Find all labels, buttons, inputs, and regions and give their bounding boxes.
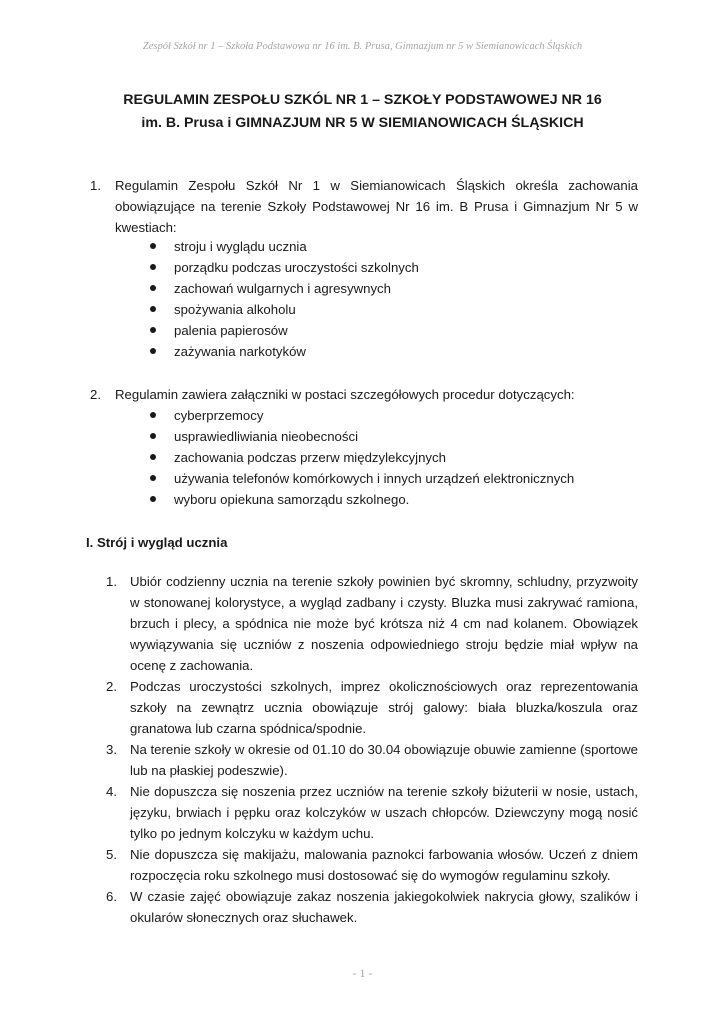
intro-point-2 [90, 384, 638, 405]
rule-text: W czasie zajęć obowiązuje zakaz noszenia jakiegokolwiek nakrycia głowy, szalików i okularów słonecznych oraz słuchawek. [130, 889, 638, 925]
list-item: palenia papierosów [150, 320, 419, 341]
intro-point-number: 2. [90, 387, 101, 402]
section-heading: I. Strój i wygląd ucznia [86, 535, 228, 550]
list-item: zachowania podczas przerw międzylekcyjnych [150, 447, 574, 468]
intro-point-text: Regulamin zawiera załączniki w postaci szczegółowych procedur dotyczących: [115, 387, 575, 402]
document-title [0, 89, 725, 135]
bullet-icon [150, 264, 156, 270]
list-item: cyberprzemocy [150, 405, 574, 426]
bullet-icon [150, 454, 156, 460]
rule-text: Nie dopuszcza się noszenia przez uczniów na terenie szkoły biżuterii w nosie, ustach, języku, brwiach i pępku oraz kolczyków w uszach chłopców. Dziewczyny mogą nosić tylko po jednym kolczyku w każdym uchu. [130, 784, 638, 841]
list-item: porządku podczas uroczystości szkolnych [150, 257, 419, 278]
page-number: - 1 - [352, 966, 373, 980]
title-line-1: REGULAMIN ZESPOŁU SZKÓL NR 1 – SZKOŁY PODSTAWOWEJ NR 16 [123, 92, 602, 108]
bullet-icon [150, 327, 156, 333]
bullet-icon [150, 348, 156, 354]
bullet-icon [150, 306, 156, 312]
rule-number: 1. [106, 574, 117, 589]
bullet-icon [150, 243, 156, 249]
list-item [106, 571, 638, 676]
title-line-2: im. B. Prusa i GIMNAZJUM NR 5 W SIEMIANOWICACH ŚLĄSKICH [141, 115, 584, 131]
intro-point-number: 1. [90, 178, 101, 193]
rule-number: 3. [106, 742, 117, 757]
intro-point-text: Regulamin Zespołu Szkół Nr 1 w Siemianowicach Śląskich określa zachowania obowiązujące na terenie Szkoły Podstawowej Nr 16 im. B Prusa i Gimnazjum Nr 5 w kwestiach: [115, 178, 638, 235]
list-item: zażywania narkotyków [150, 341, 419, 362]
list-item: zachowań wulgarnych i agresywnych [150, 278, 419, 299]
list-item: wyboru opiekuna samorządu szkolnego. [150, 489, 574, 510]
list-item: używania telefonów komórkowych i innych urządzeń elektronicznych [150, 468, 574, 489]
bullet-icon [150, 496, 156, 502]
bullet-icon [150, 433, 156, 439]
rule-number: 4. [106, 784, 117, 799]
intro-1-bullet-list [150, 236, 419, 362]
bullet-icon [150, 285, 156, 291]
page-header: Zespół Szkół nr 1 – Szkoła Podstawowa nr 16 im. B. Prusa, Gimnazjum nr 5 w Siemianowicach Śląskich [142, 41, 583, 52]
list-item: stroju i wyglądu ucznia [150, 236, 419, 257]
list-item: usprawiedliwiania nieobecności [150, 426, 574, 447]
rule-text: Na terenie szkoły w okresie od 01.10 do 30.04 obowiązuje obuwie zamienne (sportowe lub na płaskiej podeszwie). [130, 742, 639, 778]
list-item [106, 676, 638, 739]
rule-number: 6. [106, 889, 117, 904]
rule-text: Nie dopuszcza się makijażu, malowania paznokci farbowania włosów. Uczeń z dniem rozpoczęcia roku szkolnego musi dostosować się do wymogów regulaminu szkoły. [130, 847, 638, 883]
intro-2-bullet-list [150, 405, 574, 510]
section-rules-list [106, 571, 638, 928]
list-item [106, 739, 638, 781]
list-item [106, 844, 638, 886]
bullet-icon [150, 475, 156, 481]
intro-point-1 [90, 175, 638, 238]
list-item: spożywania alkoholu [150, 299, 419, 320]
rule-number: 5. [106, 847, 117, 862]
rule-text: Ubiór codzienny ucznia na terenie szkoły powinien być skromny, schludny, przyzwoity w stonowanej kolorystyce, a wygląd zadbany i czysty. Bluzka musi zakrywać ramiona, brzuch i plecy, a spódnica nie może być krótsza niż 4 cm nad kolanem. Obowiązek wywiązywania się uczniów z noszenia odpowiedniego stroju będzie miał wpływ na ocenę z zachowania. [130, 574, 638, 673]
rule-text: Podczas uroczystości szkolnych, imprez okolicznościowych oraz reprezentowania szkoły na zewnątrz ucznia obowiązuje strój galowy: biała bluzka/koszula oraz granatowa lub czarna spódnica/spodnie. [130, 679, 638, 736]
list-item [106, 781, 638, 844]
bullet-icon [150, 412, 156, 418]
rule-number: 2. [106, 679, 117, 694]
list-item [106, 886, 638, 928]
